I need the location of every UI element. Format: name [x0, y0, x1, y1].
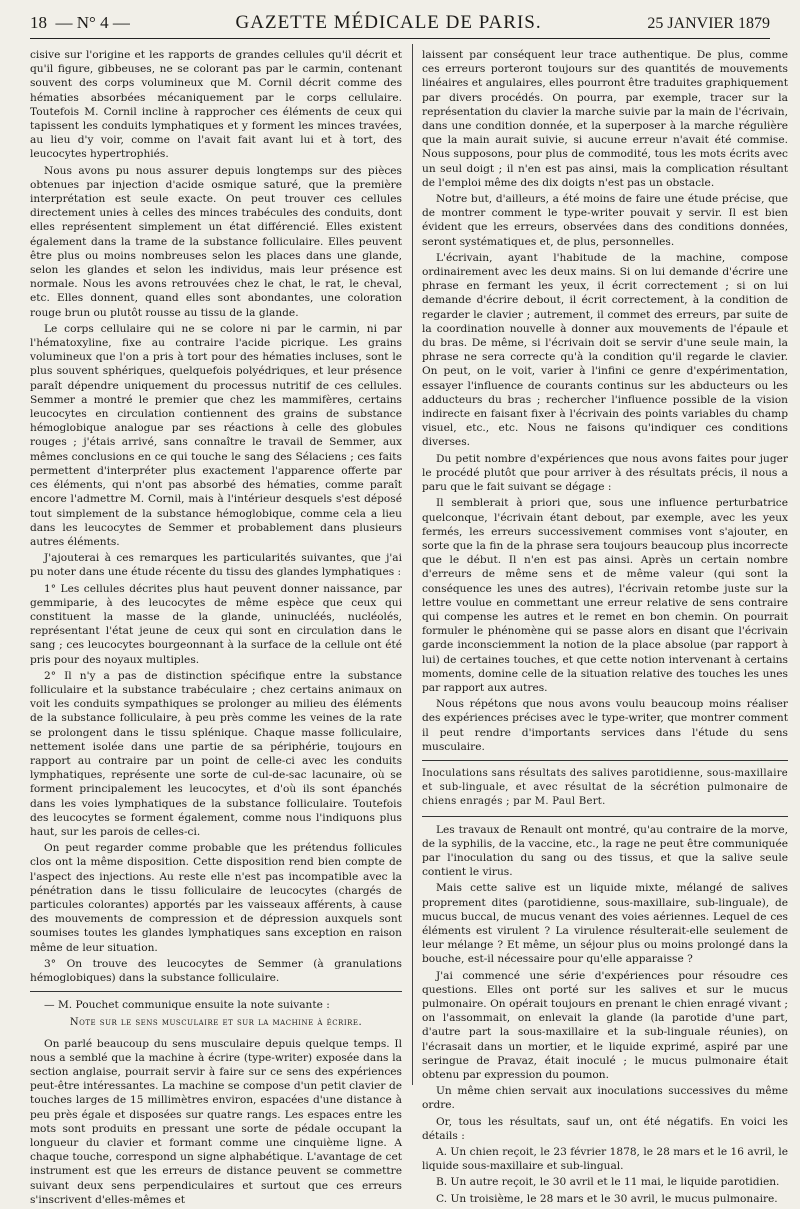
paragraph: 3° On trouve des leucocytes de Semmer (à granulations hémoglobiques) dans la substance folliculaire. — [30, 957, 402, 984]
paragraph: B. Un autre reçoit, le 30 avril et le 11 mai, le liquide parotidien. — [436, 1176, 780, 1189]
issue-number: — N° 4 — — [55, 13, 130, 32]
paragraph: L'écrivain, ayant l'habitude de la machine, compose ordinairement avec les deux mains. Si on lui demande d'écrire une phrase en fermant les yeux, il écrit correctement ; si on lui demande d'écrire debout, il écrit correctement, à la condition de regarder le clavier ; autrement, il commet des erreurs, par suite de la coordination nouvelle à donner aux mouvements de l'épaule et du bras. De même, si l'écrivain doit se servir d'une seule main, la phrase ne sera correcte qu'à la condition qu'il regarde le clavier. On peut, on le voit, varier à l'infini ce genre d'expérimentation, essayer l'influence de courants continus sur les abducteurs ou les adducteurs du bras ; rechercher l'influence possible de la vision indirecte en faisant fixer à l'écrivain des points variables du champ visuel, etc., etc. Nous ne faisons qu'indiquer ces conditions diverses. — [422, 251, 788, 449]
paragraph: On peut regarder comme probable que les prétendus follicules clos ont la même disposition. Cette disposition rend bien compte de l'aspect des injections. Au reste elle n'est pas incompatible avec la pénétration dans le tissu folliculaire de leucocytes (chargés de particules colorantes) apportés par les vaisseaux afférents, à cause des mouvements de compression et de dépression auxquels sont soumises toutes les glandes lymphatiques sans exception en raison même de leur situation. — [30, 842, 402, 954]
paragraph: 2° Il n'y a pas de distinction spécifique entre la substance folliculaire et la substance trabéculaire ; chez certains animaux on voit les conduits sympathiques se prolonger au milieu des éléments de la substance folliculaire, à peu près comme les veines de la rate se prolongent dans le tissu splénique. Chaque masse folliculaire, nettement isolée dans une partie de sa périphérie, toujours en rapport au contraire par un point de celle-ci avec les conduits lymphatiques, représente une sorte de cul-de-sac lacunaire, où se forment principalement les leucocytes, et d'où ils sont épanchés dans les voies lymphatiques de la substance folliculaire. Toutefois des leucocytes se forment également, comme nous l'indiquons plus haut, sur les parois de celles-ci. — [30, 669, 402, 838]
paragraph: Mais cette salive est un liquide mixte, mélangé de salives proprement dites (parotidienne, sous-maxillaire, sub-linguale), de mucus buccal, de mucus venant des voies aériennes. Lequel de ces éléments est virulent ? La virulence résulterait-elle seulement de leur mélange ? Et même, un séjour plus ou moins prolongé dans la bouche, est-il nécessaire pour qu'elle apparaisse ? — [422, 882, 788, 966]
page-header — [30, 12, 770, 39]
section-divider — [422, 816, 788, 817]
section-divider — [30, 991, 402, 992]
article-title: Note sur le sens musculaire et sur la machine à écrire. — [69, 1017, 363, 1029]
paragraph: J'ajouterai à ces remarques les particularités suivantes, que j'ai pu noter dans une étude récente du tissu des glandes lymphatiques : — [30, 552, 402, 579]
paragraph: Un même chien servait aux inoculations successives du même ordre. — [422, 1085, 788, 1112]
journal-title: GAZETTE MÉDICALE DE PARIS. — [235, 12, 542, 33]
paragraph: Or, tous les résultats, sauf un, ont été négatifs. En voici les détails : — [422, 1115, 788, 1142]
paragraph: A. Un chien reçoit, le 23 février 1878, le 28 mars et le 16 avril, le liquide sous-maxillaire et sub-lingual. — [422, 1146, 788, 1173]
paragraph: On parlé beaucoup du sens musculaire depuis quelque temps. Il nous a semblé que la machine à écrire (type-writer) exposée dans la section anglaise, pourrait servir à faire sur ce sens des expériences peut-être intéressantes. La machine se compose d'un petit clavier de touches larges de 15 millimètres environ, espacées d'une distance à peu près égale et disposées sur quatre rangs. Les espaces entre les mots sont produits en pressant une sorte de pédale occupant la longueur du clavier et formant comme une cinquième ligne. A chaque touche, correspond un signe alphabétique. L'avantage de cet instrument est que les erreurs de distance peuvent se commettre suivant deux sens perpendiculaires et surtout que ces erreurs s'inscrivent d'elles-mêmes et — [30, 1037, 402, 1206]
paragraph: C. Un troisième, le 28 mars et le 30 avril, le mucus pulmonaire. — [436, 1192, 778, 1205]
paragraph: laissent par conséquent leur trace authentique. De plus, comme ces erreurs porteront toujours sur des quantités de mouvements linéaires et angulaires, elles pourront être traduites graphiquement par divers procédés. On pourra, par exemple, tracer sur la représentation du clavier la marche suivie par la main de l'écrivain, dans une condition donnée, et la superposer à la marche régulière que la main aurait suivie, si aucune erreur n'avait été commise. Nous supposons, pour plus de commodité, tous les mots écrits avec un seul doigt ; il n'en est pas ainsi, mais la complication résultant de l'emploi même des dix doigts n'est pas un obstacle. — [422, 49, 788, 189]
paragraph: Nous avons pu nous assurer depuis longtemps sur des pièces obtenues par injection d'acide osmique saturé, que la première interprétation est seule exacte. On peut trouver ces cellules directement unies à celles des minces trabécules des conduits, dont elles représentent simplement un état différencié. Elles existent également dans la trame de la substance folliculaire. Elles peuvent être plus ou moins nombreuses selon les places dans une glande, selon les glandes et selon les individus, mais leur présence est normale. Nous les avons retrouvées chez le chat, le rat, le cheval, etc. Elles donnent, quand elles sont abondantes, une coloration rouge brun ou plutôt rousse au tissu de la glande. — [30, 164, 402, 319]
right-column — [422, 48, 788, 1208]
paragraph: Le corps cellulaire qui ne se colore ni par le carmin, ni par l'hématoxyline, fixe au contraire l'acide picrique. Les grains volumineux que l'on a pris à tort pour des hématies incluses, sont le plus souvent sphériques, quelquefois polyédriques, et leur présence paraît dépendre uniquement du processus nutritif de ces cellules. Semmer a montré le premier que chez les mammifères, certains leucocytes en circulation contiennent des grains de substance hémoglobique analogue par ses réactions à celle des globules rouges ; j'étais arrivé, sans connaître le travail de Semmer, aux mêmes conclusions en ce qui touche le sang des Sélaciens ; ces faits permettent d'interpréter plus exactement l'apparence offerte par ces éléments, qui n'ont pas absorbé des hématies, comme paraît encore l'admettre M. Cornil, mais à l'intérieur desquels s'est déposé tout simplement de la substance hémoglobique, comme cela a lieu dans les leucocytes de Semmer et probablement dans plusieurs autres éléments. — [30, 322, 402, 548]
page-number: 18 — N° 4 — — [30, 13, 130, 32]
paragraph: Notre but, d'ailleurs, a été moins de faire une étude précise, que de montrer comment le type-writer pouvait y servir. Il est bien évident que les erreurs, observées dans des conditions données, seront systématiques et, de plus, personnelles. — [422, 193, 788, 248]
section-divider — [422, 760, 788, 761]
paragraph: Il semblerait à priori que, sous une influence perturbatrice quelconque, l'écrivain étant debout, par exemple, avec les yeux fermés, les erreurs successivement commises vont s'ajouter, en sorte que la fin de la phrase sera toujours beaucoup plus incorrecte que le début. Il n'en est pas ainsi. Après un certain nombre d'erreurs de même sens et de même valeur (qui sont la conséquence les unes des autres), l'écrivain retombe juste sur la lettre voulue en commettant une erreur relative de sens contraire qui compense les autres et le remet en bon chemin. On pourrait formuler le phénomène qui se passe alors en disant que l'écrivain garde inconsciemment la notion de la place absolue (par rapport à lui) de certaines touches, et que cette notion intervenant à certains moments, domine celle de la situation relative des touches les unes par rapport aux autres. — [422, 497, 788, 694]
paragraph: Les travaux de Renault ont montré, qu'au contraire de la morve, de la syphilis, de la vaccine, etc., la rage ne peut être communiquée par l'inoculation du sang ou des tissus, et que la salive seule contient le virus. — [422, 823, 788, 879]
column-divider — [412, 44, 413, 1085]
paragraph: 1° Les cellules décrites plus haut peuvent donner naissance, par gemmiparie, à des leucocytes de même espèce que ceux qui constituent la masse de la glande, uninucléés, nucléolés, représentant l'état jeune de ceux qui sont en circulation dans le sang ; ces leucocytes bourgeonnant à la surface de la cellule ont été pris pour des noyaux multiples. — [30, 582, 402, 666]
article-title: Inoculations sans résultats des salives parotidienne, sous-maxillaire et sub-linguale, et avec résultat de la sécrétion pulmonaire de chiens enragés ; par M. Paul Bert. — [422, 767, 788, 808]
left-column — [30, 48, 402, 1209]
paragraph: cisive sur l'origine et les rapports de grandes cellules qu'il décrit et qu'il figure, gibbeuses, ne se colorant pas par le carmin, contenant souvent des corps volumineux que M. Cornil décrit comme des hématies absorbées mécaniquement par le corps cellulaire. Toutefois M. Cornil incline à rapprocher ces éléments de ceux qui tapissent les conduits lymphatiques et y forment les minces travées, au lieu d'y voir, comme on l'avait fait avant lui et à tort, des leucocytes hypertrophiés. — [30, 49, 402, 161]
paragraph: Nous répétons que nous avons voulu beaucoup moins réaliser des expériences précises avec le type-writer, que montrer comment il peut rendre d'importants services dans l'étude du sens musculaire. — [422, 698, 788, 753]
paragraph: J'ai commencé une série d'expériences pour résoudre ces questions. Elles ont porté sur les salives et sur le mucus pulmonaire. On opérait toujours en prenant le chien enragé vivant ; on l'assommait, on enlevait la glande (la parotide d'une part, d'autre part la sous-maxillaire et la sub-linguale réunies), on l'écrasait dans un mortier, et le liquide exprimé, aspiré par une seringue de Pravaz, était inoculé ; le mucus pulmonaire était obtenu par expression du poumon. — [422, 969, 788, 1082]
issue-date: 25 JANVIER 1879 — [647, 15, 770, 32]
paragraph: Du petit nombre d'expériences que nous avons faites pour juger le procédé plutôt que pour arriver à des résultats précis, il nous a paru que le fait suivant se dégage : — [422, 452, 788, 494]
pouchet-intro: — M. Pouchet communique ensuite la note suivante : — [44, 999, 330, 1012]
